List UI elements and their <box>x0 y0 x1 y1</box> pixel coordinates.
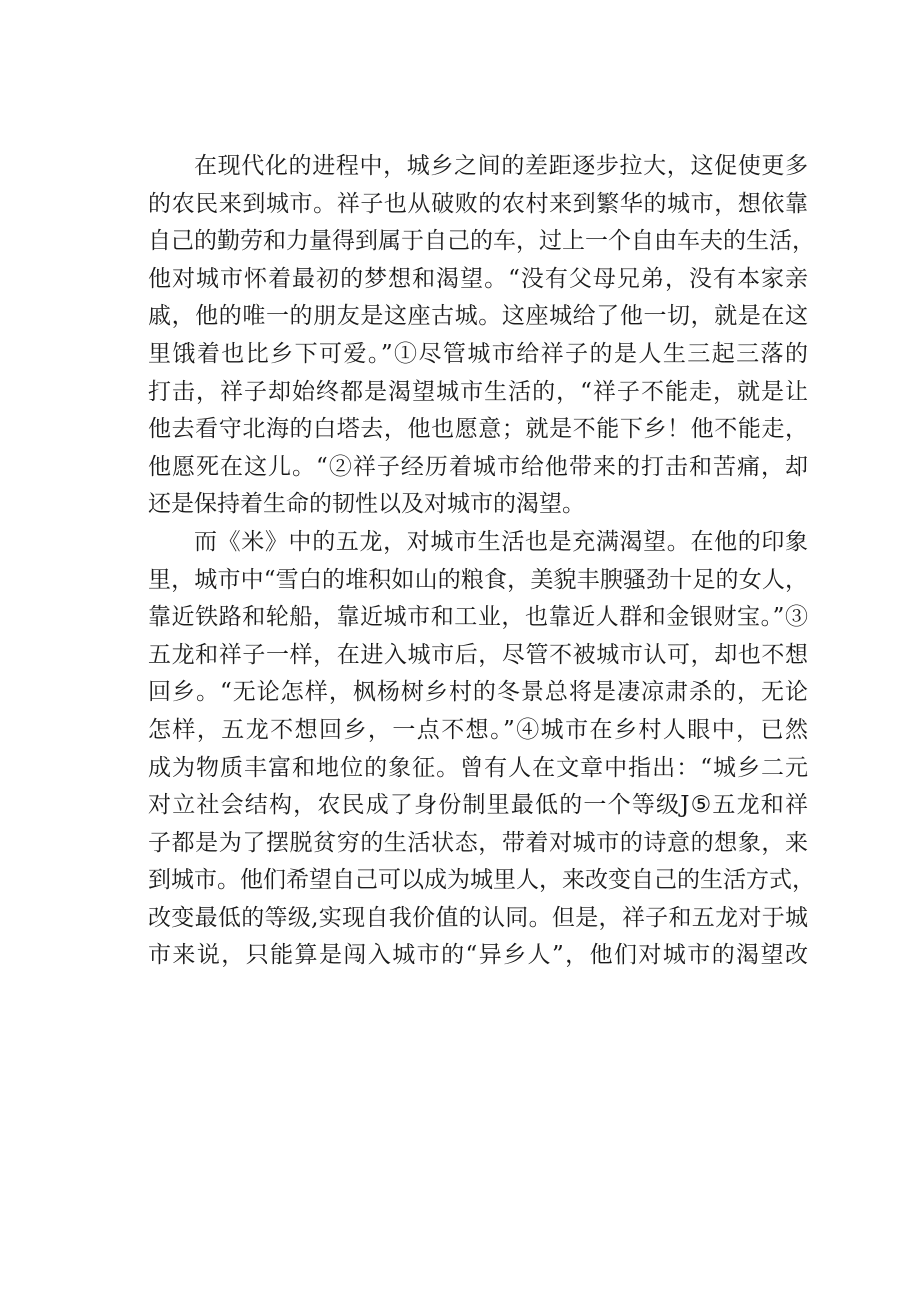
text-line: 而《米》中的五龙，对城市生活也是充满渴望。在他的印象 <box>194 528 808 555</box>
text-line: 改变最低的等级,实现自我价值的认同。但是，祥子和五龙对于城 <box>148 904 808 931</box>
text-line: 五龙和祥子一样，在进入城市后，尽管不被城市认可，却也不想 <box>148 641 808 668</box>
text-line: 打击，祥子却始终都是渴望城市生活的，“祥子不能走，就是让 <box>148 378 808 405</box>
text-line: 戚，他的唯一的朋友是这座古城。这座城给了他一切，就是在这 <box>148 303 808 330</box>
text-line: 他愿死在这儿。“②祥子经历着城市给他带来的打击和苦痛，却 <box>148 453 808 480</box>
text-line: 到城市。他们希望自己可以成为城里人，来改变自己的生活方式， <box>148 867 815 894</box>
body-text <box>148 148 815 975</box>
text-line: 他对城市怀着最初的梦想和渴望。“没有父母兄弟，没有本家亲 <box>148 265 808 292</box>
text-line: 靠近铁路和轮船，靠近城市和工业，也靠近人群和金银财宝。”③ <box>148 604 808 631</box>
text-line: 在现代化的进程中，城乡之间的差距逐步拉大，这促使更多 <box>194 153 808 179</box>
text-line: 的农民来到城市。祥子也从破败的农村来到繁华的城市，想依靠 <box>148 190 808 217</box>
paragraph-2 <box>148 524 815 975</box>
text-line: 里，城市中“雪白的堆积如山的粮食，美貌丰腴骚劲十足的女人， <box>148 566 808 593</box>
text-line: 还是保持着生命的韧性以及对城市的渴望。 <box>148 491 585 518</box>
text-line: 自己的勤劳和力量得到属于自己的车，过上一个自由车夫的生活， <box>148 228 815 255</box>
text-line: 他去看守北海的白塔去，他也愿意；就是不能下乡！他不能走， <box>148 416 808 443</box>
text-line: 里饿着也比乡下可爱。”①尽管城市给祥子的是人生三起三落的 <box>148 340 808 367</box>
text-line: 市来说，只能算是闯入城市的“异乡人”，他们对城市的渴望改 <box>148 942 808 969</box>
text-line: 成为物质丰富和地位的象征。曾有人在文章中指出：“城乡二元 <box>148 754 808 781</box>
text-line: 子都是为了摆脱贫穷的生活状态，带着对城市的诗意的想象，来 <box>148 829 808 856</box>
text-line: 回乡。“无论怎样，枫杨树乡村的冬景总将是凄凉肃杀的，无论 <box>148 679 808 706</box>
text-line: 怎样，五龙不想回乡，一点不想。”④城市在乡村人眼中，已然 <box>148 716 808 743</box>
paragraph-1 <box>148 148 815 524</box>
text-line: 对立社会结构，农民成了身份制里最低的一个等级J⑤五龙和祥 <box>148 792 808 819</box>
